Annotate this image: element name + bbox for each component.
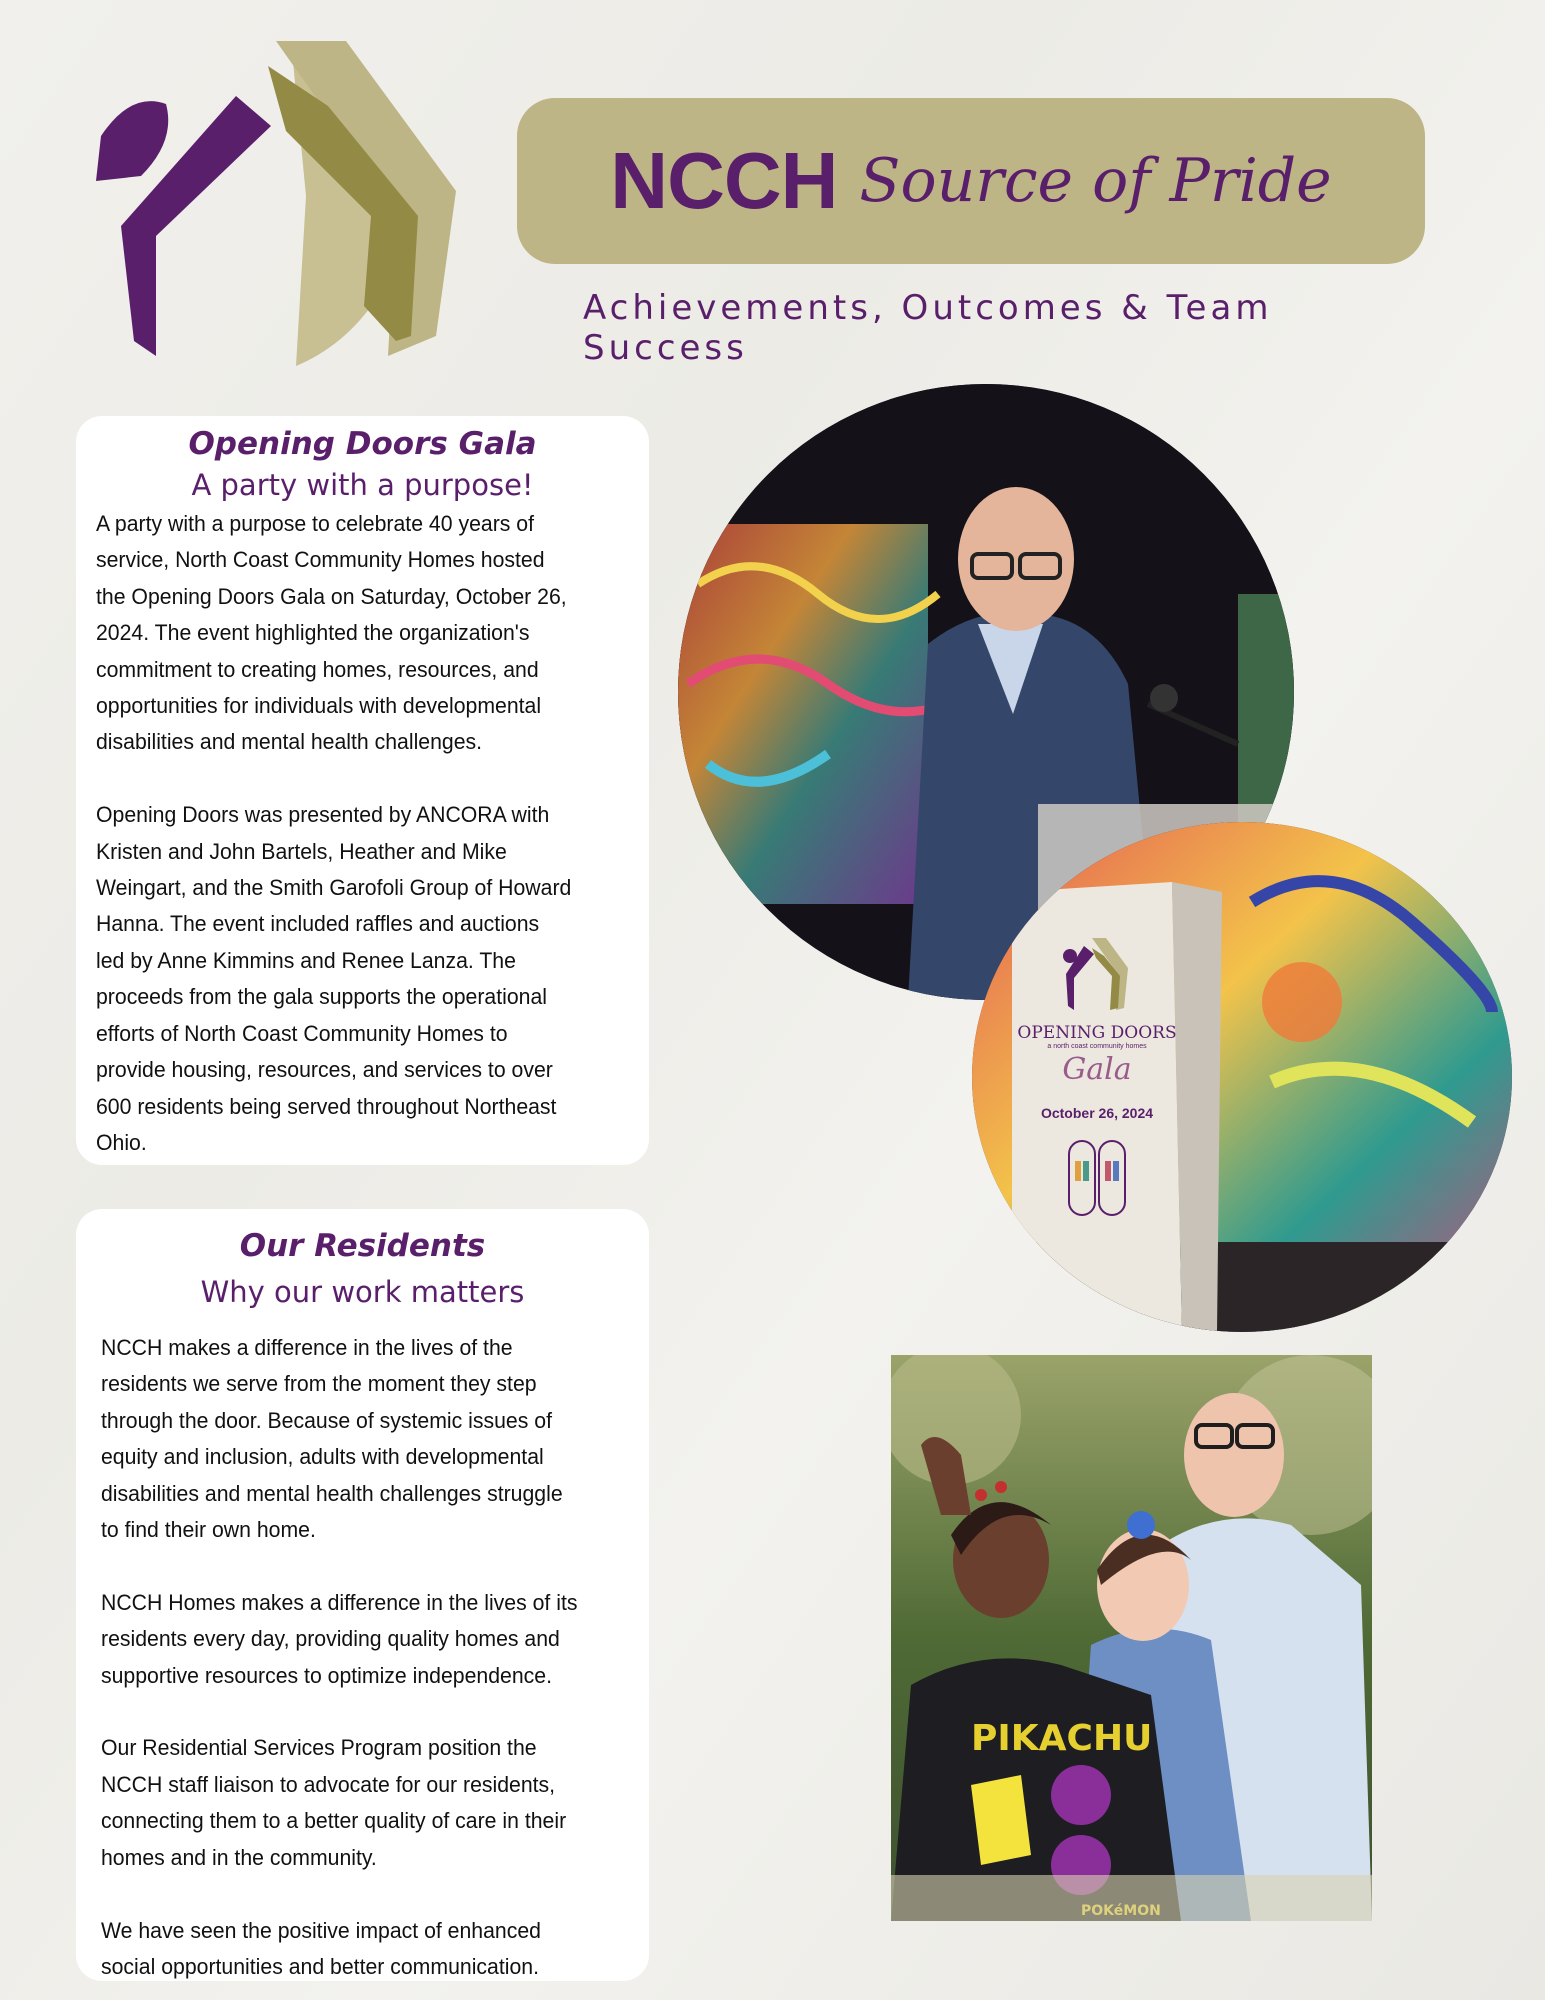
podium-date: October 26, 2024 [1040,1105,1154,1121]
residents-illustration [891,1355,1372,1921]
residents-card [76,1209,649,1981]
podium-line2: a north coast community homes [1047,1043,1147,1050]
podium-logo-icon [1062,934,1132,1014]
residents-subheading: Why our work matters [200,1275,525,1309]
gala-card [76,416,649,1165]
residents-body: NCCH makes a difference in the lives of the residents we serve from the moment they step through the door. Because of systemic issues of equity and inclusion, adults with developmental disabilities and mental health challenges struggle to find their own home. NCCH Homes makes a difference in the lives of its residents every day, providing quality homes and supportive resources to optimize independence. Our Residential Services Program position the NCCH staff liaison to advocate for our residents, connecting them to a better quality of care in their homes and in the community. We have seen the positive impact of enhanced social opportunities and better communication. [101,1335,578,1979]
door-icon [1067,1131,1127,1217]
title-banner [517,98,1425,264]
gala-subheading: A party with a purpose! [191,468,534,502]
title-sub: Source of Pride [859,146,1332,216]
tagline: Achievements, Outcomes & Team Success [583,288,1273,368]
gala-heading: Opening Doors Gala [188,426,537,462]
ncch-logo [96,36,466,376]
shirt-text: PIKACHU [971,1718,1153,1759]
podium-line1: OPENING DOORS [1017,1023,1177,1043]
gala-body: A party with a purpose to celebrate 40 years of service, North Coast Community Homes hosted the Opening Doors Gala on Saturday, October 26, 2024. The event highlighted the organization's commitment to creating homes, resources, and opportunities for individuals with developmental disabilities and mental health challenges. Opening Doors was presented by ANCORA with Kristen and John Bartels, Heather and Mike Weingart, and the Smith Garofoli Group of Howard Hanna. The event included raffles and auctions led by Anne Kimmins and Renee Lanza. The proceeds from the gala supports the operational efforts of North Coast Community Homes to provide housing, resources, and services to over 600 residents being served throughout Northeast Ohio. [96,511,572,1155]
residents-heading: Our Residents [239,1228,486,1264]
podium-sign [1012,934,1182,1222]
title-main: NCCH [610,136,838,225]
podium-photo [972,822,1512,1332]
podium-script: Gala [1062,1052,1132,1087]
residents-photo [891,1355,1372,1921]
